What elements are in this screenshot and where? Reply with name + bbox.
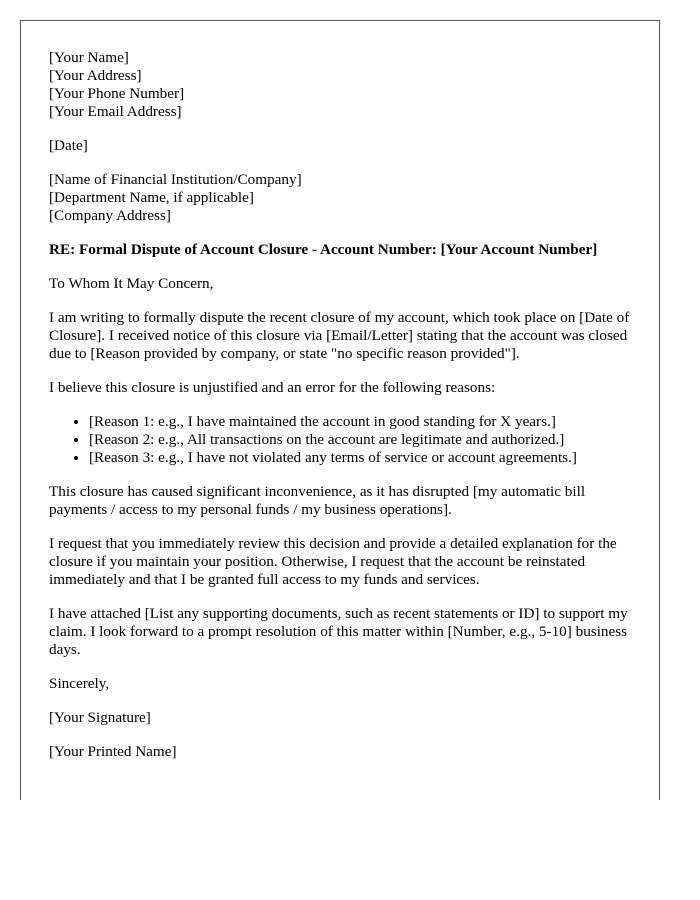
recipient-department: [Department Name, if applicable]: [49, 189, 254, 206]
sender-name: [Your Name]: [49, 49, 129, 66]
sender-block: [49, 49, 639, 121]
letter-body: [49, 49, 639, 777]
letter-date: [Date]: [49, 137, 88, 154]
intro-paragraph: I am writing to formally dispute the recent closure of my account, which took place on [Date of Closure]. I received notice of this closure via [Email/Letter] stating that the account was closed due to [Reason provided by company, or state "no specific reason provided"].: [49, 309, 630, 362]
request-paragraph: I request that you immediately review this decision and provide a detailed explanation for the closure if you maintain your position. Otherwise, I request that the account be reinstated immediately and that I be granted full access to my funds and services.: [49, 535, 617, 588]
attachments-paragraph: I have attached [List any supporting documents, such as recent statements or ID] to support my claim. I look forward to a prompt resolution of this matter within [Number, e.g., 5-10] business days.: [49, 605, 628, 658]
list-item: • [Reason 3: e.g., I have not violated any terms of service or account agreements.]: [89, 449, 639, 467]
belief-paragraph: I believe this closure is unjustified and an error for the following reasons:: [49, 379, 496, 396]
sender-email: [Your Email Address]: [49, 103, 182, 120]
recipient-address: [Company Address]: [49, 207, 171, 224]
list-item: • [Reason 1: e.g., I have maintained the account in good standing for X years.]: [89, 413, 639, 431]
signature: [Your Signature]: [49, 709, 151, 726]
list-item: • [Reason 2: e.g., All transactions on the account are legitimate and authorized.]: [89, 431, 639, 449]
reasons-list: [49, 413, 639, 467]
subject-line: RE: Formal Dispute of Account Closure - Account Number: [Your Account Number]: [49, 241, 598, 258]
salutation: To Whom It May Concern,: [49, 275, 214, 292]
recipient-institution: [Name of Financial Institution/Company]: [49, 171, 302, 188]
recipient-block: [49, 171, 639, 225]
printed-name: [Your Printed Name]: [49, 743, 177, 760]
letter-page: [20, 20, 660, 800]
sender-phone: [Your Phone Number]: [49, 85, 185, 102]
closing: Sincerely,: [49, 675, 110, 692]
sender-address: [Your Address]: [49, 67, 142, 84]
inconvenience-paragraph: This closure has caused significant inconvenience, as it has disrupted [my automatic bill payments / access to my personal funds / my business operations].: [49, 483, 586, 518]
